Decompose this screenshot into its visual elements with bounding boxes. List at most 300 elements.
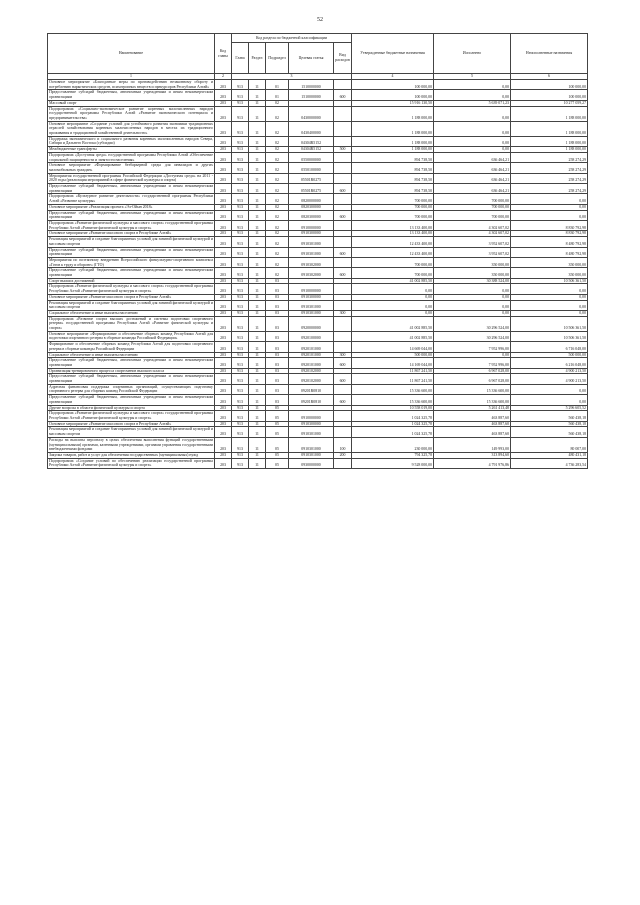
unexecuted-amount: 8 480 792,98 [511,237,588,247]
unexecuted-amount: 10 506 361,50 [511,278,588,284]
header-vid: Вид расходов [334,43,352,74]
table-row [48,395,588,405]
razdel: 11 [249,342,266,352]
kod-glavy: 203 [215,405,232,411]
vid-rashodov: 600 [334,247,352,257]
row-name: Подпрограмма «Развитие физической культуры и массового спорта» государственной программы Республики Алтай «Развитие физической культуры и спорта» [49,220,213,230]
glava: 913 [232,106,249,121]
approved-amount: 15 336 600,00 [352,395,434,405]
vid-rashodov: 100 [334,437,352,452]
approved-amount: 14 669 044,00 [352,342,434,352]
unexecuted-amount: 0,00 [511,384,588,394]
unexecuted-amount: 500 000,00 [511,352,588,358]
table-row [48,231,588,237]
approved-amount: 500 000,00 [352,352,434,358]
table-row [48,163,588,173]
executed-amount: 0,00 [434,80,511,90]
row-name: Предоставление субсидий бюджетным, автономным учреждениям и иным некоммерческим организациям [49,90,213,100]
executed-amount: 0,00 [434,147,511,153]
unexecuted-amount: 8 830 792,98 [511,231,588,237]
razdel: 11 [249,163,266,173]
row-name: Организация тренировочного процесса спортсменов высокого класса [48,368,215,374]
approved-amount: 894 738,50 [352,163,434,173]
unexecuted-amount: 1 188 000,00 [511,147,588,153]
unexecuted-amount: 5 296 605,52 [511,405,588,411]
vid-rashodov [334,173,352,183]
unexecuted-amount: 0,00 [511,194,588,204]
glava: 913 [232,316,249,331]
glava: 913 [232,395,249,405]
table-row [48,237,588,247]
vid-rashodov [334,331,352,341]
vid-rashodov [334,136,352,146]
glava: 913 [232,268,249,278]
executed-amount: 0,00 [434,300,511,310]
kod-glavy: 203 [215,374,232,384]
podrazdel: 02 [266,163,289,173]
podrazdel: 03 [266,358,289,368]
kod-glavy: 203 [215,342,232,352]
razdel: 11 [249,331,266,341]
celevaya-statya: 0920101000 [289,358,334,368]
celevaya-statya: 0910301000 [289,247,334,257]
vid-rashodov [334,342,352,352]
table-row [48,300,588,310]
row-name: Подпрограмма «Развитие физической культуры и массового спорта» государственной программы Республики Алтай «Развитие физической культуры и спорта» [49,411,213,420]
glava: 913 [232,384,249,394]
celevaya-statya: 0910301000 [289,237,334,247]
vid-rashodov: 300 [334,352,352,358]
podrazdel: 03 [266,294,289,300]
glava: 913 [232,294,249,300]
podrazdel: 03 [266,352,289,358]
vid-rashodov [334,300,352,310]
approved-amount: 14 169 044,00 [352,358,434,368]
razdel: 11 [249,90,266,100]
podrazdel: 03 [266,310,289,316]
table-row [48,342,588,352]
razdel: 11 [249,194,266,204]
celevaya-statya: 0550100000 [289,163,334,173]
podrazdel: 02 [266,204,289,210]
celevaya-statya: 1510000000 [289,80,334,90]
celevaya-statya: 0430000000 [289,106,334,121]
unexecuted-amount: 1 188 000,00 [511,136,588,146]
approved-amount: 100 000,00 [352,80,434,90]
vid-rashodov [334,237,352,247]
celevaya-statya: 0910301000 [289,437,334,452]
row-name: Межбюджетные трансферты [48,147,215,153]
razdel: 11 [249,395,266,405]
executed-amount: 15 336 600,00 [434,395,511,405]
vid-rashodov: 500 [334,147,352,153]
kod-glavy: 203 [215,411,232,421]
podrazdel: 02 [266,268,289,278]
row-name: Основное мероприятие «Создание условий для устойчивого развития экономики традиционных отраслей хозяйствования коренных малочисленных народов в местах их традиционного проживания и традиционной хозяйственной деятельности» [49,121,213,136]
executed-amount: 4 791 976,86 [434,458,511,468]
table-row [48,294,588,300]
executed-amount: 636 464,21 [434,184,511,194]
unexecuted-amount: 258 274,29 [511,184,588,194]
glava: 913 [232,352,249,358]
kod-glavy: 203 [215,300,232,310]
vid-rashodov [334,152,352,162]
unexecuted-amount: 10 506 361,50 [511,316,588,331]
executed-amount: 463 887,60 [434,421,511,427]
table-row [48,331,588,341]
glava: 913 [232,257,249,267]
celevaya-statya: 0920102000 [289,368,334,374]
unexecuted-amount: 0,00 [511,294,588,300]
celevaya-statya: 0920102000 [289,374,334,384]
unexecuted-amount: 258 274,29 [511,173,588,183]
vid-rashodov: 600 [334,395,352,405]
celevaya-statya: 1510000000 [289,90,334,100]
column-number: 1 [48,74,215,80]
glava: 913 [232,247,249,257]
row-name: Предоставление субсидий бюджетным, автономным учреждениям и иным некоммерческим организациям [49,268,213,278]
razdel: 11 [249,173,266,183]
podrazdel: 02 [266,152,289,162]
kod-glavy: 203 [215,384,232,394]
approved-amount: 12 433 400,00 [352,247,434,257]
executed-amount: 0,00 [434,121,511,136]
row-name: Основное мероприятие «Благодатные меры по противодействию незаконному обороту и потреблению наркотических средств, психотропных веществ и прекурсоров Республики Алтай» [49,80,213,89]
executed-amount: 0,00 [434,294,511,300]
podrazdel: 03 [266,374,289,384]
kod-glavy: 203 [215,80,232,90]
executed-amount: 700 000,00 [434,210,511,220]
unexecuted-amount: 4 900 213,50 [511,374,588,384]
row-name: Реализация мероприятий и создание благоприятных условий для занятий физической культурой и массовым спортом [49,427,213,437]
vid-rashodov [334,384,352,394]
row-name: Подпрограмма «Социально-экономическое развитие коренных малочисленных народов государственной программы Республики Алтай «Развитие экономического потенциала и предпринимательства» [49,106,213,120]
podrazdel: 03 [266,300,289,310]
kod-glavy: 203 [215,395,232,405]
glava: 913 [232,421,249,427]
approved-amount: 9 528 000,00 [352,458,434,468]
glava: 913 [232,80,249,90]
vid-rashodov [334,106,352,121]
row-name: Социальное обеспечение и иные выплаты населению [48,352,215,358]
unexecuted-amount: 480 431,18 [511,452,588,458]
razdel: 11 [249,458,266,468]
celevaya-statya: 0910301000 [289,310,334,316]
celevaya-statya: 0910301000 [289,452,334,458]
razdel: 11 [249,136,266,146]
row-name: Основное мероприятие «Развитие массового спорта в Республике Алтай» [48,421,215,427]
unexecuted-amount: 258 274,29 [511,152,588,162]
glava: 913 [232,90,249,100]
header-executed: Исполнено [434,34,511,74]
celevaya-statya: 09201R0810 [289,395,334,405]
glava: 913 [232,231,249,237]
approved-amount: 15 336 600,00 [352,384,434,394]
celevaya-statya: 0820300000 [289,210,334,220]
row-name: Основное мероприятие «Формирование и обеспечение сборных команд Республики Алтай для подготовки спортивного резерва в сборные команды Российской Федерации» [49,331,213,341]
podrazdel: 05 [266,437,289,452]
podrazdel: 02 [266,194,289,204]
row-name: Поддержка экономического и социального развития коренных малочисленных народов Севера, Сибири и Дальнего Востока (субсидии) [49,136,213,146]
approved-amount: 100 000,00 [352,90,434,100]
glava: 913 [232,194,249,204]
glava: 913 [232,405,249,411]
kod-glavy: 203 [215,268,232,278]
vid-rashodov: 600 [334,90,352,100]
kod-glavy: 203 [215,247,232,257]
table-row [48,152,588,162]
podrazdel: 02 [266,100,289,106]
executed-amount: 5 639 071,23 [434,100,511,106]
razdel: 11 [249,368,266,374]
table-row [48,136,588,146]
glava: 913 [232,331,249,341]
budget-execution-table [47,33,588,469]
executed-amount: 0,00 [434,352,511,358]
column-number: 5 [434,74,511,80]
podrazdel: 02 [266,220,289,230]
vid-rashodov [334,80,352,90]
row-name: Другие вопросы в области физической культуры и спорта [48,405,215,411]
approved-amount: 11 867 241,50 [352,368,434,374]
table-row [48,374,588,384]
unexecuted-amount: 6 716 048,00 [511,342,588,352]
executed-amount: 4 302 607,02 [434,231,511,237]
approved-amount: 11 867 241,50 [352,374,434,384]
executed-amount: 0,00 [434,106,511,121]
razdel: 11 [249,374,266,384]
celevaya-statya: 0910000000 [289,220,334,230]
podrazdel: 01 [266,80,289,90]
approved-amount: 12 433 400,00 [352,237,434,247]
celevaya-statya: 0930000000 [289,458,334,468]
table-row [48,421,588,427]
unexecuted-amount: 1 188 000,00 [511,106,588,121]
unexecuted-amount: 0,00 [511,204,588,210]
header-name: Наименование [48,34,215,74]
podrazdel: 02 [266,106,289,121]
celevaya-statya: 0920101000 [289,352,334,358]
kod-glavy: 203 [215,184,232,194]
row-name: Реализация мероприятий и создание благоприятных условий для занятий физической культурой и массовым спортом [49,237,213,246]
kod-glavy: 203 [215,231,232,237]
row-name: Мероприятия по поэтапному внедрению Всероссийского физкультурно-спортивного комплекса «Готов к труду и обороне» (ГТО) [49,257,213,267]
unexecuted-amount: 350 000,00 [511,268,588,278]
table-row [48,437,588,452]
kod-glavy: 203 [215,368,232,374]
table-row [48,310,588,316]
row-name: Подпрограмма «Развитие спорта высших достижений и системы подготовки спортивного резерва» государственной программы Республики Алтай «Развитие физической культуры и спорта» [49,316,213,331]
row-name: Адресная финансовая поддержка спортивных организаций, осуществляющих подготовку спортивного резерва для сборных команд Российской Федерации [49,384,213,394]
unexecuted-amount: 0,00 [511,300,588,310]
celevaya-statya: 0910302000 [289,257,334,267]
header-razdel: Раздел [249,43,266,74]
glava: 913 [232,452,249,458]
razdel: 11 [249,237,266,247]
executed-amount: 700 000,00 [434,204,511,210]
approved-amount: 1 188 000,00 [352,121,434,136]
glava: 913 [232,184,249,194]
header-kod-glavy: Код главы [215,34,232,74]
podrazdel: 02 [266,247,289,257]
glava: 913 [232,437,249,452]
celevaya-statya: 0550000000 [289,152,334,162]
vid-rashodov [334,458,352,468]
row-name: Закупка товаров, работ и услуг для обеспечения государственных (муниципальных) нужд [48,452,215,458]
approved-amount: 0,00 [352,310,434,316]
razdel: 11 [249,152,266,162]
podrazdel: 02 [266,136,289,146]
table-row [48,121,588,136]
kod-glavy: 203 [215,237,232,247]
executed-amount: 700 000,00 [434,194,511,204]
glava: 913 [232,163,249,173]
vid-rashodov [334,257,352,267]
celevaya-statya: 0910000000 [289,284,334,294]
column-number: 4 [352,74,434,80]
unexecuted-amount: 560 438,18 [511,421,588,427]
header-celevaya: Целевая статья [289,43,334,74]
razdel: 11 [249,421,266,427]
kod-glavy: 203 [215,210,232,220]
vid-rashodov: 600 [334,268,352,278]
kod-glavy: 203 [215,316,232,331]
razdel: 11 [249,268,266,278]
row-name: Предоставление субсидий бюджетным, автономным учреждениям и иным некоммерческим организациям [49,247,213,257]
razdel: 11 [249,106,266,121]
approved-amount: 13 133 400,00 [352,231,434,237]
executed-amount: 636 464,21 [434,173,511,183]
row-name: Мероприятия государственной программы Российской Федерации «Доступная среда» на 2011 - 2020 годы (реализация мероприятий в сфере физической культуры и спорта) [49,173,213,183]
podrazdel: 02 [266,237,289,247]
podrazdel: 02 [266,147,289,153]
table-row [48,173,588,183]
celevaya-statya: 0820000000 [289,194,334,204]
kod-glavy: 203 [215,136,232,146]
vid-rashodov [334,427,352,437]
kod-glavy: 203 [215,427,232,437]
podrazdel: 05 [266,405,289,411]
kod-glavy: 203 [215,437,232,452]
kod-glavy: 203 [215,257,232,267]
podrazdel: 01 [266,90,289,100]
approved-amount: 15 916 130,50 [352,100,434,106]
approved-amount: 1 188 000,00 [352,147,434,153]
table-row [48,204,588,210]
executed-amount: 350 000,00 [434,268,511,278]
glava: 913 [232,358,249,368]
table-row [48,210,588,220]
approved-amount: 230 000,00 [352,437,434,452]
razdel: 11 [249,184,266,194]
executed-amount: 30 388 524,00 [434,278,511,284]
celevaya-statya: 0910302000 [289,268,334,278]
celevaya-statya: 0910000000 [289,411,334,421]
kod-glavy: 203 [215,204,232,210]
approved-amount: 10 558 019,00 [352,405,434,411]
vid-rashodov: 600 [334,374,352,384]
executed-amount: 4 302 607,02 [434,220,511,230]
kod-glavy: 203 [215,106,232,121]
row-name: Основное мероприятие «Формирование безбарьерной среды для инвалидов и других маломобильных граждан» [49,163,213,172]
celevaya-statya: 0910301000 [289,427,334,437]
table-row [48,452,588,458]
kod-glavy: 203 [215,452,232,458]
razdel: 11 [249,284,266,294]
approved-amount: 700 000,00 [352,210,434,220]
glava: 913 [232,204,249,210]
kod-glavy: 203 [215,90,232,100]
executed-amount: 0,00 [434,90,511,100]
celevaya-statya: 09201R0810 [289,384,334,394]
executed-amount: 6 967 028,00 [434,368,511,374]
approved-amount: 700 000,00 [352,194,434,204]
celevaya-statya: 0920100000 [289,331,334,341]
table-row [48,368,588,374]
razdel: 11 [249,294,266,300]
row-name: Социальное обеспечение и иные выплаты населению [48,310,215,316]
kod-glavy: 203 [215,100,232,106]
glava: 913 [232,147,249,153]
celevaya-statya: 0920101000 [289,342,334,352]
table-row [48,184,588,194]
glava: 913 [232,220,249,230]
approved-amount: 41 002 885,50 [352,331,434,341]
unexecuted-amount: 0,00 [511,310,588,316]
column-number: 6 [511,74,588,80]
podrazdel: 05 [266,452,289,458]
row-name: Основное мероприятие «Развитие массового спорта в Республике Алтай» [48,294,215,300]
unexecuted-amount: 80 007,00 [511,437,588,452]
unexecuted-amount: 8 480 792,98 [511,247,588,257]
glava: 913 [232,173,249,183]
glava: 913 [232,458,249,468]
podrazdel: 02 [266,210,289,220]
approved-amount: 0,00 [352,284,434,294]
podrazdel: 05 [266,458,289,468]
razdel: 11 [249,147,266,153]
executed-amount: 0,00 [434,136,511,146]
vid-rashodov [334,316,352,331]
podrazdel: 05 [266,427,289,437]
vid-rashodov: 200 [334,452,352,458]
unexecuted-amount: 100 000,00 [511,90,588,100]
kod-glavy: 203 [215,294,232,300]
row-name: Реализация мероприятий и создание благоприятных условий для занятий физической культурой и массовым спортом [49,300,213,310]
executed-amount: 636 464,21 [434,152,511,162]
kod-glavy: 203 [215,310,232,316]
kod-glavy: 203 [215,458,232,468]
vid-rashodov [334,411,352,421]
glava: 913 [232,300,249,310]
executed-amount: 0,00 [434,310,511,316]
kod-glavy: 203 [215,121,232,136]
glava: 913 [232,342,249,352]
approved-amount: 13 133 400,00 [352,220,434,230]
approved-amount: 700 000,00 [352,257,434,267]
table-row [48,90,588,100]
table-row [48,316,588,331]
kod-glavy: 203 [215,331,232,341]
glava: 913 [232,152,249,162]
razdel: 11 [249,100,266,106]
approved-amount: 1 024 325,78 [352,421,434,427]
vid-rashodov: 600 [334,184,352,194]
row-name: Предоставление субсидий бюджетным, автономным учреждениям и иным некоммерческим организациям [49,210,213,220]
unexecuted-amount: 258 274,29 [511,163,588,173]
glava: 913 [232,310,249,316]
approved-amount: 894 738,50 [352,152,434,162]
